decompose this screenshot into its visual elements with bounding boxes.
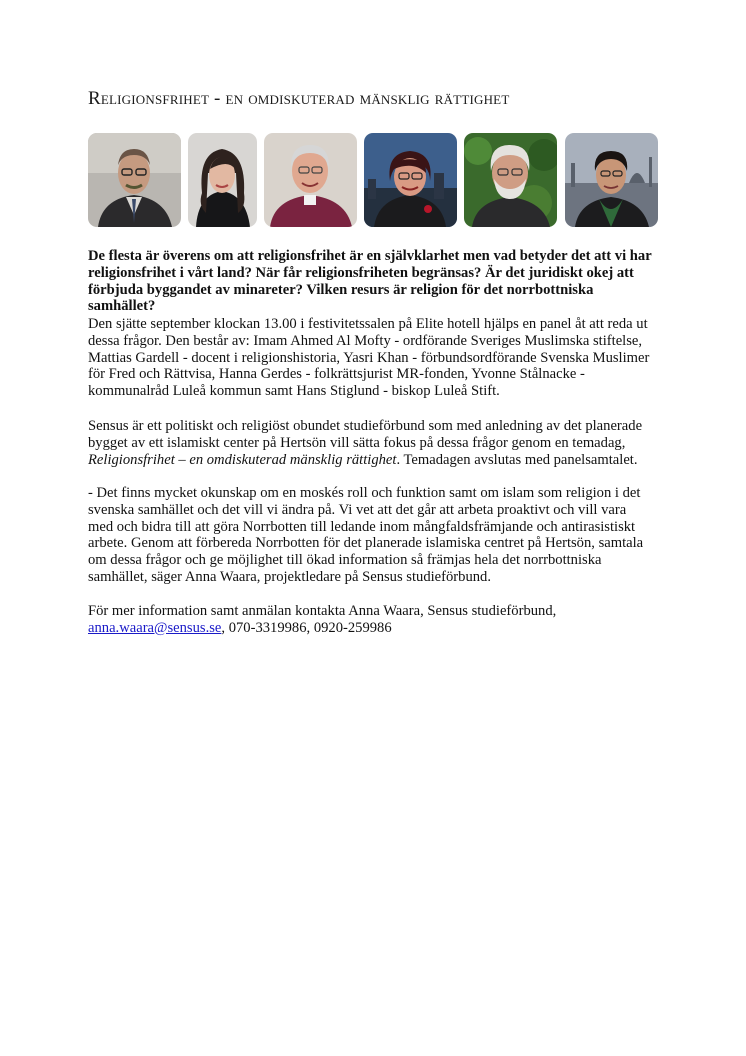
person-2-photo [188,133,257,227]
person-3-photo [264,133,357,227]
person-6-photo [565,133,658,227]
email-link[interactable]: anna.waara@sensus.se [88,619,222,636]
theme-day-title: Religionsfrihet – en omdiskuterad mänsklig rättighet [88,451,397,468]
quote-text: - Det finns mycket okunskap om en moskés roll och funktion samt om islam som religion i det svenska samhället och det vill vi ändra på. Vi vet att det går att arbeta proaktivt och vill vara med och bidra till att göra Norrbotten till ledande inom mångfaldsfrämjande och antirasistiskt arbete. Genom att förbereda Norrbotten för det planerade islamiska centret på Hertsön, samtala om dessa frågor och ge möjlighet till ökad information så främjas hela det norrbottniska samhället, säger Anna Waara, projektledare på Sensus studieförbund. [88,485,644,585]
page-title: Religionsfrihet - en omdiskuterad mänsklig rättighet [88,88,510,109]
contact-paragraph [88,603,654,637]
sensus-paragraph [88,418,654,468]
person-1-photo [88,133,181,227]
panel-paragraph [88,316,654,400]
sensus-text-end: . Temadagen avslutas med panelsamtalet. [396,451,638,468]
quote-paragraph [88,485,654,586]
lead-text: De flesta är överens om att religionsfrihet är en självklarhet men vad betyder det att vi har religionsfrihet i vårt land? När får religionsfriheten begränsas? Är det juridiskt okej att förbjuda byggandet av minareter? Vilken resurs är religion för det norrbottniska samhället? [88,248,652,315]
photo-strip [88,133,658,227]
contact-text: För mer information samt anmälan kontakta Anna Waara, Sensus studieförbund, [88,603,557,619]
contact-phones: , 070-3319986, 0920-259986 [221,619,392,636]
sensus-text: Sensus är ett politiskt och religiöst obundet studieförbund som med anledning av det planerade bygget av ett islamiskt center på Hertsön vill sätta fokus på dessa frågor genom en temadag, [88,418,643,451]
lead-paragraph [88,248,654,315]
person-5-photo [464,133,557,227]
panel-text: Den sjätte september klockan 13.00 i festivitetssalen på Elite hotell hjälps en panel åt att reda ut dessa frågor. Den består av: Imam Ahmed Al Mofty - ordförande Sveriges Muslimska stiftelse, Mattias Gardell - docent i religionshistoria, Yasri Khan - förbundsordförande Svenska Muslimer för Fred och Rättvisa, Hanna Gerdes - folkrättsjurist MR-fonden, Yvonne Stålnacke - kommunalråd Luleå kommun samt Hans Stiglund - biskop Luleå Stift. [88,316,650,400]
person-4-photo [364,133,457,227]
